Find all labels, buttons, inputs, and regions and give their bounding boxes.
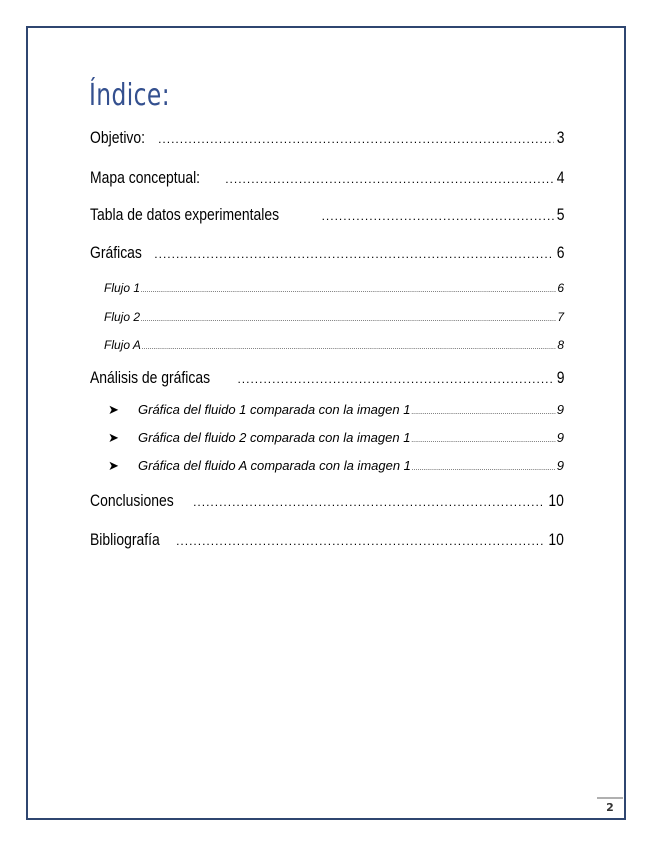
toc-entry-page: 9 xyxy=(556,458,564,473)
toc-leader-dots xyxy=(141,316,556,323)
toc-entry-label: Bibliografía xyxy=(90,530,160,549)
toc-leader-dots xyxy=(412,465,556,472)
toc-entry-page: 10 xyxy=(548,491,564,510)
toc-entry-label: Gráfica del fluido A comparada con la imagen 1 xyxy=(138,458,411,473)
toc-entry-conclusiones[interactable] xyxy=(90,491,564,511)
toc-entry-label: Flujo 2 xyxy=(104,310,141,324)
toc-entry-graficas[interactable] xyxy=(90,243,564,263)
toc-entry-label: Flujo 1 xyxy=(104,281,141,295)
toc-entry-label: Gráfica del fluido 1 comparada con la imagen 1 xyxy=(138,402,411,417)
toc-entry-label: Conclusiones xyxy=(90,491,174,510)
page-number: 2 xyxy=(597,797,623,817)
arrowhead-bullet-icon: ➤ xyxy=(108,458,119,473)
toc-entry-grafica-fluido-1[interactable] xyxy=(108,402,564,418)
toc-entry-page: 5 xyxy=(556,205,564,224)
toc-leader-dots xyxy=(142,344,556,351)
toc-entry-page: 9 xyxy=(556,430,564,445)
toc-entry-bibliografia[interactable] xyxy=(90,530,564,550)
toc-entry-grafica-fluido-a[interactable] xyxy=(108,458,564,474)
arrowhead-bullet-icon: ➤ xyxy=(108,402,119,417)
toc-leader-dots xyxy=(237,372,553,386)
toc-entry-page: 6 xyxy=(556,243,564,262)
toc-entry-page: 6 xyxy=(557,281,564,295)
toc-leader-dots xyxy=(193,495,544,509)
toc-entry-tabla-datos[interactable] xyxy=(90,205,564,225)
toc-entry-flujo-2[interactable] xyxy=(104,310,564,324)
toc-leader-dots xyxy=(158,132,553,146)
page-title: Índice: xyxy=(89,78,170,113)
toc-entry-label: Mapa conceptual: xyxy=(90,168,201,187)
arrowhead-bullet-icon: ➤ xyxy=(108,430,119,445)
toc-entry-page: 9 xyxy=(556,368,564,387)
toc-leader-dots xyxy=(225,172,553,186)
toc-entry-analisis-graficas[interactable] xyxy=(90,368,564,388)
toc-leader-dots xyxy=(411,437,555,444)
toc-entry-label: Tabla de datos experimentales xyxy=(90,205,280,224)
toc-leader-dots xyxy=(154,247,553,261)
toc-entry-page: 3 xyxy=(556,128,564,147)
toc-entry-page: 10 xyxy=(548,530,564,549)
toc-entry-mapa-conceptual[interactable] xyxy=(90,168,564,188)
toc-entry-label: Análisis de gráficas xyxy=(90,368,211,387)
toc-leader-dots xyxy=(322,209,554,223)
toc-leader-dots xyxy=(176,534,544,548)
toc-leader-dots xyxy=(141,287,556,294)
toc-entry-page: 7 xyxy=(557,310,564,324)
toc-entry-label: Objetivo: xyxy=(90,128,146,147)
toc-entry-page: 4 xyxy=(556,168,564,187)
toc-entry-flujo-1[interactable] xyxy=(104,281,564,295)
toc-entry-page: 9 xyxy=(556,402,564,417)
toc-entry-label: Gráficas xyxy=(90,243,142,262)
toc-entry-grafica-fluido-2[interactable] xyxy=(108,430,564,446)
toc-entry-objetivo[interactable] xyxy=(90,128,564,148)
toc-entry-label: Gráfica del fluido 2 comparada con la imagen 1 xyxy=(138,430,411,445)
toc-entry-flujo-a[interactable] xyxy=(104,338,564,352)
toc-entry-label: Flujo A xyxy=(104,338,141,352)
toc-entry-page: 8 xyxy=(557,338,564,352)
toc-leader-dots xyxy=(411,409,555,416)
